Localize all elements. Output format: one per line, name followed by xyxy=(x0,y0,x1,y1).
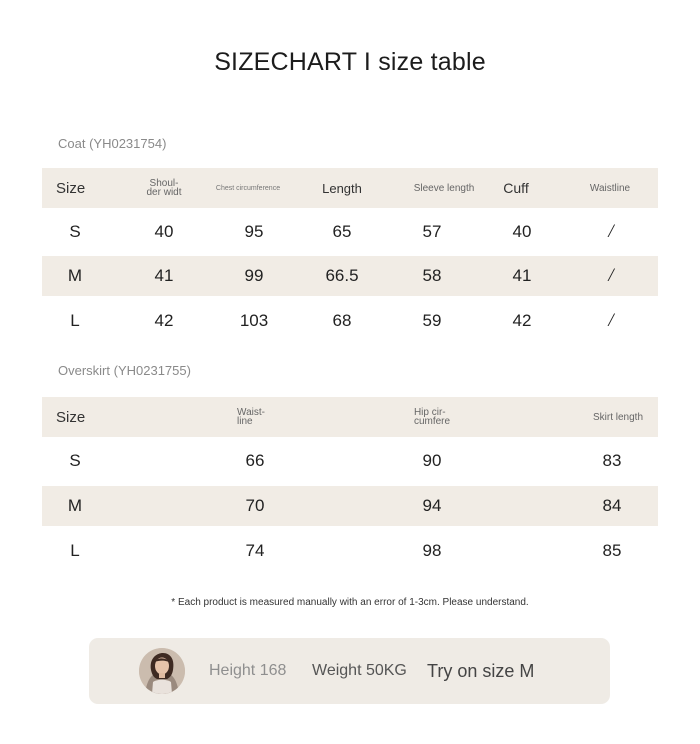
model-photo-graphic xyxy=(139,648,185,694)
model-info-card xyxy=(89,638,610,704)
coat-cell-length: 66.5 xyxy=(325,266,359,285)
coat-cell-size: M xyxy=(67,266,83,285)
overskirt-header-row xyxy=(42,397,658,437)
overskirt-cell-size: S xyxy=(69,451,81,470)
overskirt-header-waistline-line2: line xyxy=(237,416,253,427)
coat-cell-length: 68 xyxy=(332,311,352,330)
overskirt-cell-waistline: 70 xyxy=(245,496,265,515)
coat-header-cuff: Cuff xyxy=(503,180,529,196)
coat-header-sleeve: Sleeve length xyxy=(413,182,475,194)
coat-cell-shoulder: 41 xyxy=(154,266,174,285)
coat-section-label: Coat (YH0231754) xyxy=(58,136,167,151)
coat-cell-size: S xyxy=(69,222,81,241)
overskirt-row-m xyxy=(42,486,658,526)
coat-row-m xyxy=(42,256,658,296)
overskirt-cell-hip: 90 xyxy=(422,451,442,470)
coat-header-chest: Chest circumference xyxy=(215,184,281,192)
coat-cell-waistline: / xyxy=(608,265,614,286)
coat-cell-waistline: / xyxy=(608,310,614,331)
coat-header-shoulder-line2: der widt xyxy=(146,187,182,198)
coat-cell-shoulder: 40 xyxy=(154,222,174,241)
model-photo-icon xyxy=(139,648,185,694)
coat-cell-chest: 99 xyxy=(244,266,264,285)
coat-cell-chest: 95 xyxy=(244,222,264,241)
coat-cell-cuff: 41 xyxy=(512,266,532,285)
overskirt-row-l xyxy=(42,531,658,571)
coat-cell-sleeve: 57 xyxy=(422,222,442,241)
overskirt-cell-hip: 94 xyxy=(422,496,442,515)
overskirt-header-waistline-line1: Waist- xyxy=(237,407,265,418)
overskirt-cell-size: L xyxy=(70,541,80,560)
overskirt-header-size: Size xyxy=(56,408,86,426)
model-height: Height 168 xyxy=(209,662,287,679)
coat-cell-sleeve: 58 xyxy=(422,266,442,285)
page-title: SIZECHART I size table xyxy=(214,48,486,76)
overskirt-cell-hip: 98 xyxy=(422,541,442,560)
model-weight: Weight 50KG xyxy=(312,662,407,679)
coat-cell-cuff: 40 xyxy=(512,222,532,241)
overskirt-header-waistline xyxy=(237,397,265,437)
coat-header-row xyxy=(42,168,658,208)
overskirt-header-hip-line1: Hip cir- xyxy=(413,407,446,418)
overskirt-cell-waistline: 66 xyxy=(245,451,265,470)
overskirt-cell-skirt-length: 85 xyxy=(602,541,622,560)
model-try-on-size: Try on size M xyxy=(427,660,535,681)
coat-cell-length: 65 xyxy=(332,222,352,241)
coat-header-size: Size xyxy=(56,179,86,197)
overskirt-header-skirt-length: Skirt length xyxy=(592,411,644,423)
coat-header-length: Length xyxy=(322,180,362,196)
coat-cell-chest: 103 xyxy=(239,311,269,330)
overskirt-cell-skirt-length: 84 xyxy=(602,496,622,515)
coat-header-shoulder-line1: Shoul- xyxy=(149,178,179,189)
coat-header-shoulder xyxy=(146,168,181,208)
overskirt-cell-size: M xyxy=(67,496,83,515)
coat-cell-cuff: 42 xyxy=(512,311,532,330)
measurement-note: * Each product is measured manually with an error of 1-3cm. Please understand. xyxy=(171,597,529,608)
overskirt-row-s xyxy=(42,441,658,481)
coat-row-l xyxy=(42,301,658,341)
coat-header-waistline: Waistline xyxy=(589,182,631,194)
overskirt-cell-waistline: 74 xyxy=(245,541,265,560)
overskirt-section-label: Overskirt (YH0231755) xyxy=(58,363,191,378)
coat-cell-sleeve: 59 xyxy=(422,311,442,330)
coat-row-s xyxy=(42,212,658,252)
coat-cell-size: L xyxy=(70,311,80,330)
overskirt-header-hip-line2: cumfere xyxy=(413,416,451,427)
overskirt-cell-skirt-length: 83 xyxy=(602,451,622,470)
overskirt-header-hip xyxy=(414,397,450,437)
coat-cell-shoulder: 42 xyxy=(154,311,174,330)
coat-cell-waistline: / xyxy=(608,221,614,242)
